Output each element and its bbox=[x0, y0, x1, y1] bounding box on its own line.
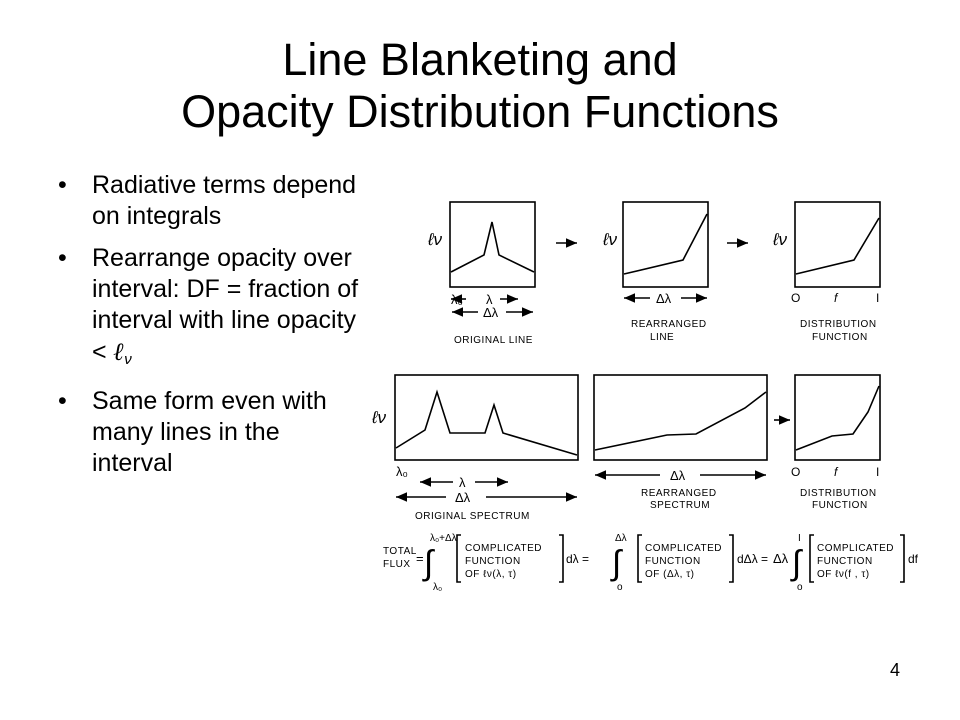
rearranged-line-caption-2: LINE bbox=[650, 332, 675, 343]
title-line-2: Opacity Distribution Functions bbox=[181, 86, 779, 137]
delta-lambda-label: Δλ bbox=[656, 291, 672, 306]
flux-label: FLUX bbox=[383, 559, 411, 570]
rearranged-spectrum-caption-1: REARRANGED bbox=[641, 488, 717, 499]
original-spectrum-caption: ORIGINAL SPECTRUM bbox=[415, 511, 530, 522]
distribution-function-panel bbox=[795, 202, 880, 287]
delta-lambda-label: Δλ bbox=[483, 305, 499, 320]
original-line-panel bbox=[450, 202, 535, 287]
delta-lambda-coef: Δλ bbox=[773, 551, 789, 566]
original-line-curve bbox=[451, 222, 534, 272]
bracket-1-line-2: FUNCTION bbox=[465, 556, 521, 567]
integral-2-lower: o bbox=[617, 582, 623, 593]
integral-3-lower: o bbox=[797, 582, 803, 593]
bullet-item: • Same form even with many lines in the interval bbox=[58, 387, 327, 477]
rearranged-spectrum-panel bbox=[594, 375, 767, 460]
distribution-caption-1: DISTRIBUTION bbox=[800, 488, 877, 499]
page-number: 4 bbox=[889, 660, 900, 680]
bullet-item: • Radiative terms depend on integrals bbox=[58, 171, 357, 230]
bracket-3-line-2: FUNCTION bbox=[817, 556, 873, 567]
integral-2-sign: ∫ bbox=[612, 544, 622, 582]
lambda0-label: λ₀ bbox=[451, 292, 463, 307]
total-label: TOTAL bbox=[383, 546, 417, 557]
tick-0: O bbox=[791, 291, 801, 305]
tick-f: f bbox=[834, 291, 838, 305]
original-line-caption: ORIGINAL LINE bbox=[454, 335, 533, 346]
integral-1-sign: ∫ bbox=[424, 544, 434, 582]
integral-3-upper: I bbox=[798, 533, 801, 544]
rearranged-line-curve bbox=[624, 214, 707, 274]
y-axis-label-2: ℓν bbox=[603, 230, 617, 249]
integral-2-upper: Δλ bbox=[615, 533, 627, 544]
rearranged-line-caption-1: REARRANGED bbox=[631, 319, 707, 330]
distribution-caption-2: FUNCTION bbox=[812, 500, 868, 511]
bullet-text: Same form even with many lines in the interval bbox=[92, 387, 327, 477]
integral-1-lower: λ₀ bbox=[433, 582, 443, 593]
df-label: df bbox=[908, 552, 919, 566]
lambda0-label: λ₀ bbox=[396, 464, 408, 479]
tick-1: I bbox=[876, 465, 880, 479]
bullet-text: Radiative terms depend on integrals bbox=[92, 171, 357, 230]
opacity-symbol: ℓ bbox=[113, 337, 125, 366]
bracket-2-line-2: FUNCTION bbox=[645, 556, 701, 567]
integral-1-upper: λ₀+Δλ bbox=[430, 533, 457, 544]
distribution-function-panel-2 bbox=[795, 375, 880, 460]
delta-lambda-label: Δλ bbox=[455, 490, 471, 505]
d-lambda-2: dΔλ = bbox=[737, 552, 769, 566]
y-axis-label-3: ℓν bbox=[773, 230, 787, 249]
delta-lambda-label: Δλ bbox=[670, 468, 686, 483]
lambda-label: λ bbox=[486, 292, 493, 307]
lambda-label: λ bbox=[459, 475, 466, 490]
opacity-subscript: ν bbox=[124, 351, 132, 368]
bracket-2-line-3: OF (Δλ, τ) bbox=[645, 569, 695, 580]
d-lambda-1: dλ = bbox=[566, 552, 590, 566]
rearranged-spectrum-caption-2: SPECTRUM bbox=[650, 500, 711, 511]
tick-f: f bbox=[834, 465, 838, 479]
distribution-function-curve-2 bbox=[796, 386, 879, 450]
bullet-text: Rearrange opacity over interval: DF = fraction of interval with line opacity < bbox=[92, 244, 359, 366]
distribution-function-curve bbox=[796, 218, 879, 274]
equals-sign: = bbox=[416, 551, 424, 566]
y-axis-label-1: ℓν bbox=[428, 230, 442, 249]
bracket-1-line-3: OF ℓν(λ, τ) bbox=[465, 569, 517, 580]
y-axis-label-4: ℓν bbox=[372, 408, 386, 427]
bracket-3-line-3: OF ℓν(f , τ) bbox=[817, 569, 870, 580]
bullet-item: • Rearrange opacity over interval: DF = fraction of interval with line opacity < ℓ$_\nu$ bbox=[58, 244, 359, 368]
bracket-2-line-1: COMPLICATED bbox=[645, 543, 722, 554]
tick-1: I bbox=[876, 291, 880, 305]
tick-0: O bbox=[791, 465, 801, 479]
original-spectrum-curve bbox=[396, 392, 577, 455]
integral-3-sign: ∫ bbox=[792, 544, 802, 582]
distribution-caption-1: DISTRIBUTION bbox=[800, 319, 877, 330]
distribution-caption-2: FUNCTION bbox=[812, 332, 868, 343]
rearranged-spectrum-curve bbox=[595, 392, 766, 450]
bracket-1-line-1: COMPLICATED bbox=[465, 543, 542, 554]
bracket-3-line-1: COMPLICATED bbox=[817, 543, 894, 554]
rearranged-line-panel bbox=[623, 202, 708, 287]
title-line-1: Line Blanketing and bbox=[282, 34, 678, 85]
